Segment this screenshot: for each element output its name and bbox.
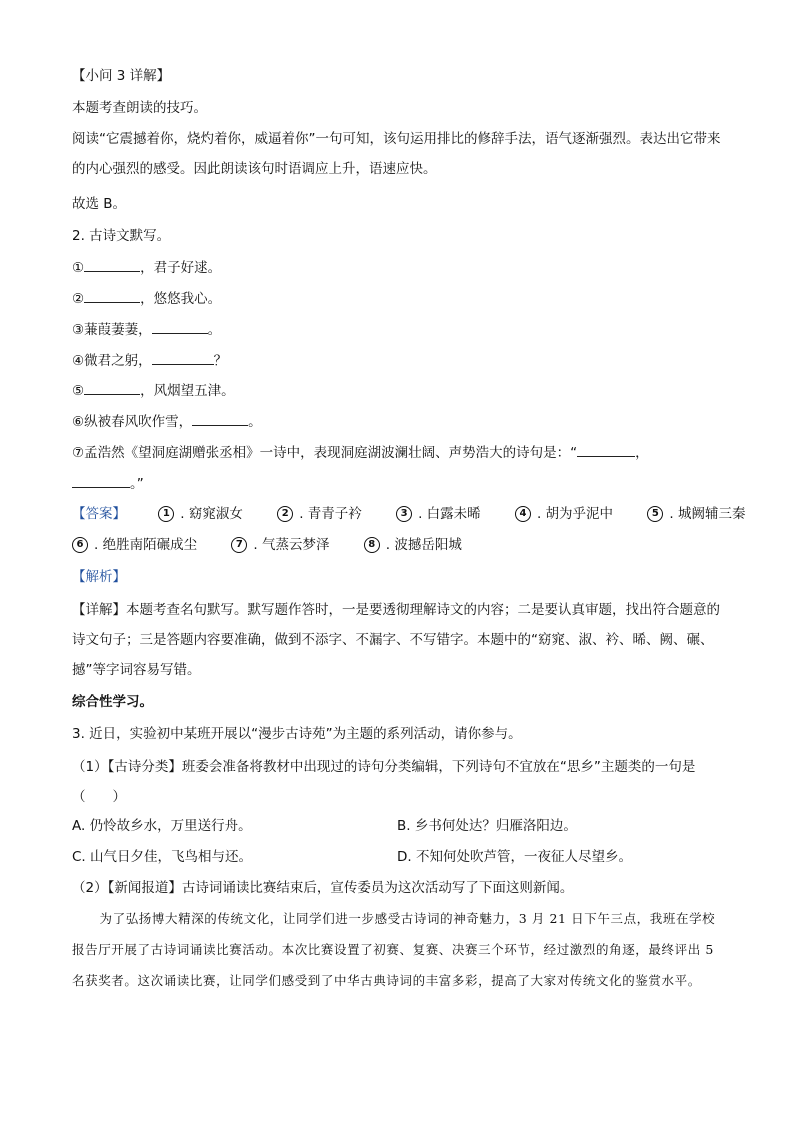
item-7-end: 。” (130, 476, 144, 492)
circled-number: 7 (231, 537, 247, 553)
q3-sub2: （2）【新闻报道】古诗词诵读比赛结束后，宣传委员为这次活动写了下面这则新闻。 (72, 880, 574, 896)
circled-number: 6 (72, 537, 88, 553)
answer-blank[interactable] (152, 350, 214, 365)
answer-text: . 绝胜南陌碾成尘 (94, 537, 198, 553)
item-suffix: 。 (207, 322, 222, 338)
q2-item-3 (72, 319, 221, 340)
answer-item-6 (72, 537, 197, 553)
answer-blank[interactable] (192, 411, 248, 426)
q2-title: 2. 古诗文默写。 (72, 228, 171, 244)
item-7-comma: ， (635, 445, 649, 461)
answer-blank[interactable] (84, 257, 140, 272)
q2-item-7-line-2 (72, 473, 144, 494)
option-b[interactable]: B. 乡书何处达？归雁洛阳边。 (397, 818, 577, 834)
answer-item-5 (647, 506, 745, 522)
q3-intro: 3. 近日，实验初中某班开展以“漫步古诗苑”为主题的系列活动，请你参与。 (72, 726, 522, 742)
circled-number: 2 (277, 506, 293, 522)
answer-item-4 (515, 506, 613, 522)
item-suffix: 。 (248, 414, 262, 430)
circled-number: 4 (515, 506, 531, 522)
sub3-heading: 【小问 3 详解】 (72, 68, 171, 84)
section-title: 综合性学习。 (72, 694, 153, 710)
answer-text: . 白露未晞 (418, 506, 481, 522)
item-suffix: ？ (213, 353, 228, 369)
circled-number: 8 (364, 537, 380, 553)
option-d[interactable]: D. 不知何处吹芦管，一夜征人尽望乡。 (397, 849, 632, 865)
answer-blank[interactable] (72, 473, 130, 488)
item-suffix: ，悠悠我心。 (140, 291, 222, 307)
detail-paragraph (72, 595, 722, 685)
item-prefix: ④微君之躬， (72, 353, 152, 369)
detail-label: 【详解】 (72, 602, 126, 618)
sub3-paragraph-1: 本题考查朗读的技巧。 (72, 100, 207, 116)
q2-item-4 (72, 350, 227, 371)
item-prefix: ② (72, 291, 85, 307)
answer-blank[interactable] (84, 380, 140, 395)
answer-item-8 (364, 537, 462, 553)
answer-text: . 窈窕淑女 (180, 506, 243, 522)
sub3-paragraph-3: 故选 B。 (72, 196, 127, 212)
answer-blank[interactable] (152, 319, 208, 334)
q2-item-6 (72, 411, 262, 432)
answer-row-1 (72, 504, 745, 524)
item-prefix: ⑥纵被春风吹作雪， (72, 414, 193, 430)
answer-item-1 (158, 506, 243, 522)
answer-text: . 胡为乎泥中 (536, 506, 614, 522)
item-prefix: ③蒹葭萋萋， (72, 322, 152, 338)
q2-item-5 (72, 380, 235, 401)
item-suffix: ，君子好逑。 (140, 260, 222, 276)
item-suffix: ，风烟望五津。 (140, 383, 235, 399)
answer-blank[interactable] (577, 442, 635, 457)
q2-item-7-line-1 (72, 442, 649, 463)
circled-number: 5 (647, 506, 663, 522)
answer-item-2 (277, 506, 362, 522)
answer-label: 【答案】 (72, 506, 126, 522)
answer-blank[interactable] (84, 288, 140, 303)
sub3-paragraph-2: 阅读“它震撼着你，烧灼着你，威逼着你”一句可知，该句运用排比的修辞手法，语气逐渐强烈。表达出它带来的内心强烈的感受。因此朗读该句时语调应上升，语速应快。 (72, 131, 721, 177)
answer-text: . 波撼岳阳城 (385, 537, 462, 553)
detail-text: 本题考查名句默写。默写题作答时，一是要透彻理解诗文的内容；二是要认真审题，找出符合题意的诗文句子；三是答题内容要准确，做到不添字、不漏字、不写错字。本题中的“窈窕、淑、衿、晞、阙、碾、撼”等字词容易写错。 (72, 602, 720, 678)
answer-item-3 (396, 506, 481, 522)
q2-item-1 (72, 257, 221, 278)
answer-text: . 城阙辅三秦 (669, 506, 746, 522)
item-7-text: ⑦孟浩然《望洞庭湖赠张丞相》一诗中，表现洞庭湖波澜壮阔、声势浩大的诗句是：“ (72, 445, 578, 461)
option-a[interactable]: A. 仍怜故乡水，万里送行舟。 (72, 818, 252, 834)
q2-item-2 (72, 288, 221, 309)
answer-text: . 青青子衿 (299, 506, 362, 522)
item-prefix: ⑤ (72, 383, 85, 399)
answer-item-7 (231, 537, 329, 553)
news-article: 为了弘扬博大精深的传统文化，让同学们进一步感受古诗词的神奇魅力，3 月 21 日下午三点，我班在学校报告厅开展了古诗词诵读比赛活动。本次比赛设置了初赛、复赛、决赛三个环节，经过激烈的角逐，最终评出 5 名获奖者。这次诵读比赛，让同学们感受到了中华古典诗词的丰富多彩，提高了大家对传统文化的鉴赏水平。 (72, 911, 716, 988)
q3-sub1: （1）【古诗分类】班委会准备将教材中出现过的诗句分类编辑，下列诗句不宜放在“思乡”主题类的一句是（ ） (72, 759, 696, 805)
option-c[interactable]: C. 山气日夕佳，飞鸟相与还。 (72, 849, 253, 865)
analysis-label: 【解析】 (72, 569, 126, 585)
answer-text: . 气蒸云梦泽 (253, 537, 330, 553)
answer-row-2 (72, 535, 492, 555)
circled-number: 1 (158, 506, 174, 522)
circled-number: 3 (396, 506, 412, 522)
item-prefix: ① (72, 260, 85, 276)
